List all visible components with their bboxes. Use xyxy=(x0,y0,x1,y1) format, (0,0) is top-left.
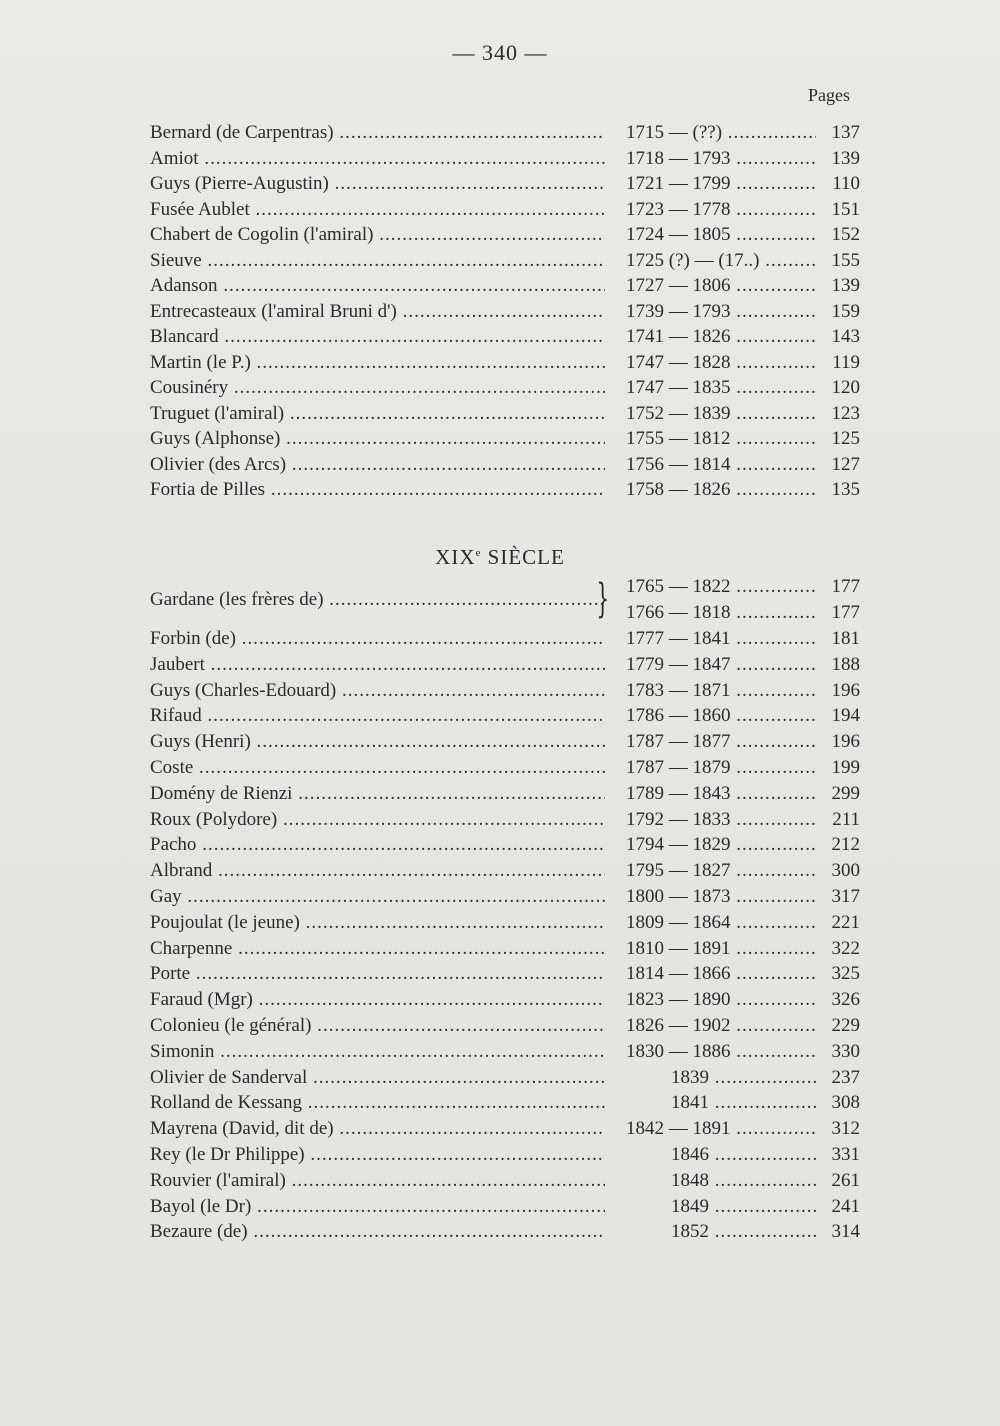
entry-page: 300 xyxy=(831,860,860,882)
entry-page: 211 xyxy=(832,808,860,830)
entry-page: 241 xyxy=(831,1195,860,1217)
entry-dates: 1756 — 1814 ..... xyxy=(626,452,816,478)
list-item xyxy=(150,197,860,223)
entry-page: 155 xyxy=(831,249,860,271)
entry-name: Mayrena (David, dit de) ..... xyxy=(150,1116,605,1142)
entry-dates: 1723 — 1778 ..... xyxy=(626,197,816,223)
entry-name: Guys (Pierre-Augustin) ..... xyxy=(150,171,605,197)
list-item xyxy=(150,426,860,452)
list-item xyxy=(150,222,860,248)
list-item xyxy=(150,171,860,197)
list-item xyxy=(150,1168,860,1194)
list-item xyxy=(150,1065,860,1091)
entry-name: Forbin (de) ..... xyxy=(150,626,605,652)
entry-name: Albrand ..... xyxy=(150,858,605,884)
entry-name: Rolland de Kessang ..... xyxy=(150,1090,605,1116)
entry-name: Gardane (les frères de) ..... xyxy=(150,587,605,613)
entry-dates: 1777 — 1841 ..... xyxy=(626,626,816,652)
entry-name: Truguet (l'amiral) ..... xyxy=(150,401,605,427)
entry-page: 325 xyxy=(831,963,860,985)
list-item xyxy=(150,146,860,172)
entry-page: 322 xyxy=(831,937,860,959)
list-item xyxy=(150,987,860,1013)
entry-name: Simonin ..... xyxy=(150,1039,605,1065)
list-item xyxy=(150,652,860,678)
entry-page: 237 xyxy=(831,1066,860,1088)
entry-name: Martin (le P.) ..... xyxy=(150,350,605,376)
list-item xyxy=(150,1039,860,1065)
list-item xyxy=(150,936,860,962)
list-item xyxy=(150,678,860,704)
entry-dates: 1849 ..... xyxy=(626,1194,816,1220)
list-item xyxy=(150,961,860,987)
list-item xyxy=(150,375,860,401)
entry-name: Amiot ..... xyxy=(150,146,605,172)
entry-dates: 1752 — 1839 ..... xyxy=(626,401,816,427)
entry-page: 123 xyxy=(831,402,860,424)
list-item xyxy=(150,273,860,299)
entry-dates: 1814 — 1866 ..... xyxy=(626,961,816,987)
list-item xyxy=(150,910,860,936)
entry-dates: 1848 ..... xyxy=(626,1168,816,1194)
entry-page: 330 xyxy=(831,1040,860,1062)
section-title: XIXe SIÈCLE xyxy=(435,545,565,569)
entry-name: Adanson ..... xyxy=(150,273,605,299)
entry-page: 139 xyxy=(831,275,860,296)
entry-page: 312 xyxy=(831,1118,860,1140)
entry-dates: 1747 — 1835 ..... xyxy=(626,375,816,401)
entry-page: 135 xyxy=(831,479,860,500)
entry-dates: 1765 — 1822 ..... 1766 — 1818 ..... xyxy=(626,574,816,626)
list-item xyxy=(150,324,860,350)
entry-dates: 1747 — 1828 ..... xyxy=(626,350,816,376)
entry-dates: 1758 — 1826 ..... xyxy=(626,477,816,503)
list-item xyxy=(150,626,860,652)
entry-name: Colonieu (le général) ..... xyxy=(150,1013,605,1039)
list-item xyxy=(150,1194,860,1220)
list-item xyxy=(150,1013,860,1039)
entry-name: Bernard (de Carpentras) ..... xyxy=(150,120,605,146)
entry-name: Olivier de Sanderval ..... xyxy=(150,1065,605,1091)
entry-page: 143 xyxy=(831,326,860,347)
entry-name: Rey (le Dr Philippe) ..... xyxy=(150,1142,605,1168)
entry-name: Sieuve ..... xyxy=(150,248,605,274)
entry-page: 308 xyxy=(831,1092,860,1114)
entry-page: 181 xyxy=(831,628,860,649)
entry-page: 120 xyxy=(831,377,860,398)
entry-dates: 1725 (?) — (17..) ..... xyxy=(626,248,816,274)
entry-page: 110 xyxy=(832,173,860,194)
entry-name: Guys (Henri) ..... xyxy=(150,729,605,755)
list-item xyxy=(150,350,860,376)
entry-name: Olivier (des Arcs) ..... xyxy=(150,452,605,478)
entry-dates: 1739 — 1793 ..... xyxy=(626,299,816,325)
list-item-gardane xyxy=(150,574,860,626)
entry-page: 331 xyxy=(831,1144,860,1165)
list-item xyxy=(150,1090,860,1116)
entry-dates: 1846 ..... xyxy=(626,1142,816,1168)
entry-page: 212 xyxy=(831,834,860,856)
entry-dates: 1839 ..... xyxy=(626,1065,816,1091)
entry-dates: 1792 — 1833 ..... xyxy=(626,807,816,833)
entry-dates: 1826 — 1902 ..... xyxy=(626,1013,816,1039)
entry-page: 196 xyxy=(831,731,860,753)
list-item xyxy=(150,884,860,910)
entry-dates: 1727 — 1806 ..... xyxy=(626,273,816,299)
entry-page: 119 xyxy=(832,351,860,373)
entry-name: Fusée Aublet ..... xyxy=(150,197,605,223)
entry-dates: 1852 ..... xyxy=(626,1219,816,1245)
entry-dates: 1842 — 1891 ..... xyxy=(626,1116,816,1142)
list-item xyxy=(150,807,860,833)
entry-dates: 1830 — 1886 ..... xyxy=(626,1039,816,1065)
entry-name: Guys (Alphonse) ..... xyxy=(150,426,605,452)
entry-name: Rifaud ..... xyxy=(150,703,605,729)
entry-name: Rouvier (l'amiral) ..... xyxy=(150,1168,605,1194)
entry-page: 261 xyxy=(831,1169,860,1191)
entry-dates: 1800 — 1873 ..... xyxy=(626,884,816,910)
entry-page: 151 xyxy=(831,198,860,220)
entry-name: Cousinéry ..... xyxy=(150,375,605,401)
entry-name: Poujoulat (le jeune) ..... xyxy=(150,910,605,936)
page-number: — 340 — xyxy=(452,40,548,65)
entry-page: 229 xyxy=(831,1015,860,1036)
entry-page: 317 xyxy=(831,886,860,907)
entry-dates: 1755 — 1812 ..... xyxy=(626,426,816,452)
entry-name: Fortia de Pilles ..... xyxy=(150,477,605,503)
entry-dates: 1823 — 1890 ..... xyxy=(626,987,816,1013)
brace: } xyxy=(596,576,610,622)
entry-name: Domény de Rienzi ..... xyxy=(150,781,605,807)
entry-dates: 1810 — 1891 ..... xyxy=(626,936,816,962)
entry-dates: 1741 — 1826 ..... xyxy=(626,324,816,350)
list-item xyxy=(150,401,860,427)
entry-dates: 1795 — 1827 ..... xyxy=(626,858,816,884)
entry-dates: 1809 — 1864 ..... xyxy=(626,910,816,936)
entry-name: Jaubert ..... xyxy=(150,652,605,678)
entry-name: Bayol (le Dr) ..... xyxy=(150,1194,605,1220)
entry-name: Charpenne ..... xyxy=(150,936,605,962)
list-item xyxy=(150,703,860,729)
list-item xyxy=(150,477,860,503)
entry-page: 127 xyxy=(831,453,860,475)
list-item xyxy=(150,729,860,755)
entry-page: 326 xyxy=(831,989,860,1011)
entry-name: Faraud (Mgr) ..... xyxy=(150,987,605,1013)
entry-name: Porte ..... xyxy=(150,961,605,987)
entry-name: Coste ..... xyxy=(150,755,605,781)
entry-dates: 1841 ..... xyxy=(626,1090,816,1116)
entry-page: 177 177 xyxy=(831,576,860,623)
entry-page: 199 xyxy=(831,757,860,778)
list-item xyxy=(150,832,860,858)
entry-name: Blancard ..... xyxy=(150,324,605,350)
entry-dates: 1715 — (??) ..... xyxy=(626,120,816,146)
entry-page: 152 xyxy=(831,224,860,245)
entry-dates: 1721 — 1799 ..... xyxy=(626,171,816,197)
entry-name: Bezaure (de) ..... xyxy=(150,1219,605,1245)
entry-page: 314 xyxy=(831,1221,860,1243)
entry-page: 299 xyxy=(831,782,860,804)
entry-name: Gay ..... xyxy=(150,884,605,910)
entry-page: 221 xyxy=(831,911,860,933)
list-item xyxy=(150,299,860,325)
list-item xyxy=(150,1116,860,1142)
entry-page: 196 xyxy=(831,679,860,701)
list-item xyxy=(150,781,860,807)
entry-dates: 1794 — 1829 ..... xyxy=(626,832,816,858)
list-item xyxy=(150,120,860,146)
list-item xyxy=(150,1219,860,1245)
entry-name: Guys (Charles-Edouard) ..... xyxy=(150,678,605,704)
list-item xyxy=(150,452,860,478)
entry-page: 125 xyxy=(831,428,860,449)
entry-name: Entrecasteaux (l'amiral Bruni d') ..... xyxy=(150,299,605,325)
entry-page: 194 xyxy=(831,705,860,727)
entry-page: 159 xyxy=(831,300,860,322)
entry-dates: 1724 — 1805 ..... xyxy=(626,222,816,248)
entry-name: Roux (Polydore) ..... xyxy=(150,807,605,833)
pages-column-header: Pages xyxy=(808,85,850,105)
entry-dates: 1789 — 1843 ..... xyxy=(626,781,816,807)
entry-dates: 1718 — 1793 ..... xyxy=(626,146,816,172)
entry-dates: 1786 — 1860 ..... xyxy=(626,703,816,729)
entry-page: 137 xyxy=(831,122,860,143)
entry-page: 139 xyxy=(831,147,860,169)
entry-page: 188 xyxy=(831,653,860,675)
list-item xyxy=(150,858,860,884)
entry-dates: 1783 — 1871 ..... xyxy=(626,678,816,704)
entry-dates: 1779 — 1847 ..... xyxy=(626,652,816,678)
entry-name: Chabert de Cogolin (l'amiral) ..... xyxy=(150,222,605,248)
list-item xyxy=(150,755,860,781)
entry-dates: 1787 — 1877 ..... xyxy=(626,729,816,755)
entry-dates: 1787 — 1879 ..... xyxy=(626,755,816,781)
entry-name: Pacho ..... xyxy=(150,832,605,858)
list-item xyxy=(150,1142,860,1168)
list-item xyxy=(150,248,860,274)
